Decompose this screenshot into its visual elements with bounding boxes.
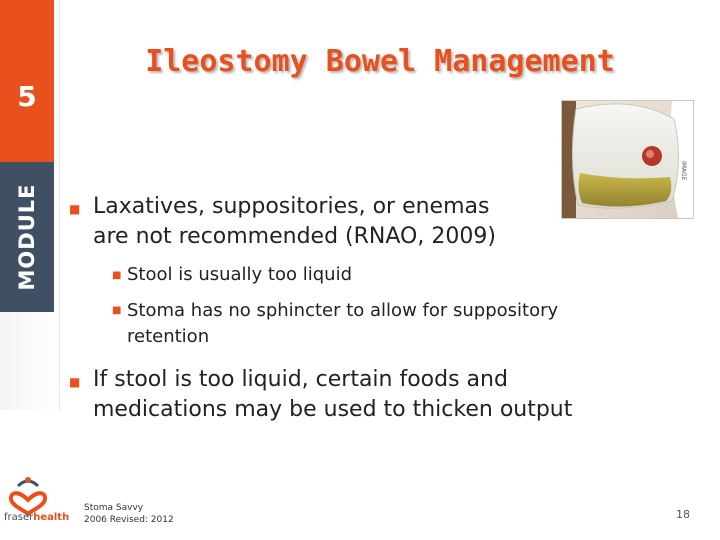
logo-text [4, 512, 69, 523]
sub-bullet-2-line-2: retention [127, 326, 210, 347]
bullet-item-1 [93, 192, 496, 252]
svg-text:IMAGE: IMAGE [680, 161, 687, 181]
sub-bullet-item-2 [127, 298, 558, 350]
module-number: 5 [17, 80, 37, 113]
bullet-item-2 [93, 365, 572, 425]
module-label: MODULE [15, 183, 39, 291]
footer-line-1: Stoma Savvy [84, 503, 144, 513]
sub-bullet-item-1: Stool is usually too liquid [127, 264, 352, 285]
square-bullet-icon: ■ [69, 375, 81, 389]
logo-text-health: health [33, 512, 70, 523]
bullet-2-line-2: medications may be used to thicken output [93, 397, 573, 422]
bullet-2-line-1: If stool is too liquid, certain foods and [93, 367, 508, 392]
slide-title: Ileostomy Bowel Management [145, 44, 615, 79]
bullet-1-line-2: are not recommended (RNAO, 2009) [93, 224, 496, 249]
square-bullet-icon: ■ [112, 270, 122, 281]
logo-text-fraser: fraser [4, 512, 34, 523]
square-bullet-icon: ■ [69, 202, 81, 216]
bullet-1-line-1: Laxatives, suppositories, or enemas [93, 194, 490, 219]
page-number: 18 [676, 508, 690, 521]
sub-bullet-2-line-1: Stoma has no sphincter to allow for suppository [127, 300, 559, 321]
ileostomy-pouch-photo [561, 100, 694, 219]
square-bullet-icon: ■ [112, 305, 122, 316]
footer [84, 502, 174, 526]
footer-line-2: 2006 Revised: 2012 [84, 515, 174, 525]
